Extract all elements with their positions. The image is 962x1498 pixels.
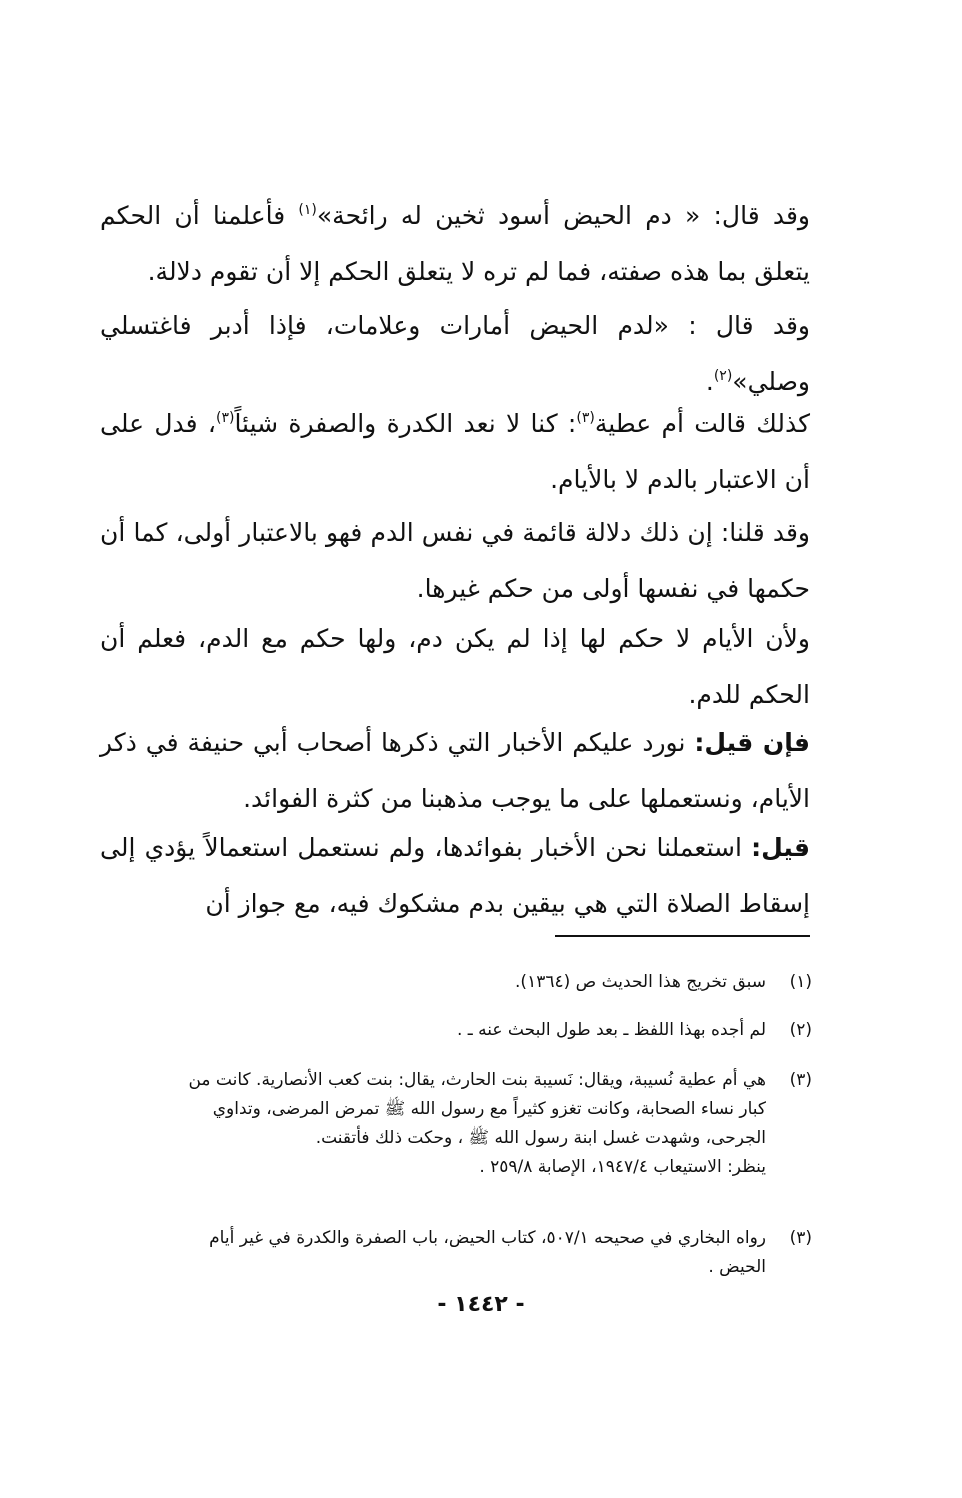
paragraph-6: فإن قيل: نورد عليكم الأخبار التي ذكرها أصحاب أبي حنيفة في ذكر الأيام، ونستعملها على ما يوجب مذهبنا من كثرة الفوائد. — [100, 728, 811, 813]
paragraph-5: ولأن الأيام لا حكم لها إذا لم يكن دم، ولها حكم مع الدم، فعلم أن الحكم للدم. — [100, 624, 810, 709]
footnote-2 — [100, 1016, 812, 1045]
paragraph-7: قيل: استعملنا نحن الأخبار بفوائدها، ولم نستعمل استعمالاً يؤدي إلى إسقاط الصلاة التي هي بيقين بدم مشكوك فيه، مع جواز أن — [100, 833, 810, 918]
page-number: - ١٤٤٢ - — [437, 1292, 525, 1317]
footnote-line: الجرحى، وشهدت غسل ابنة رسول الله ﷺ ، وحكت ذلك فأتقنت. — [315, 1128, 766, 1148]
footnote-1 — [100, 968, 812, 997]
footnote-number: (١) — [789, 972, 812, 992]
paragraph-4: وقد قلنا: إن ذلك دلالة قائمة في نفس الدم فهو بالاعتبار أولى، كما أن حكمها في نفسها أولى من حكم غيرها. — [100, 518, 810, 603]
answer-lead: قيل: — [751, 833, 810, 862]
paragraph-3: كذلك قالت أم عطية$^{(٣)}$: كنا لا نعد الكدرة والصفرة شيئاً$^{(٣)}$، فدل على أن الاعتبار بالدم لا بالأيام. — [100, 409, 811, 494]
footnote-ref-3a: (٣) — [576, 410, 595, 426]
footnote-number: (٣) — [789, 1070, 812, 1090]
footnote-number: (٣) — [789, 1228, 812, 1248]
footnote-ref-3b: (٣) — [215, 410, 235, 426]
question-lead: فإن قيل: — [694, 728, 811, 757]
footnote-line: لم أجده بهذا اللفظ ـ بعد طول البحث عنه ـ . — [456, 1020, 766, 1040]
footnote-line: الحيض . — [708, 1257, 766, 1277]
footnote-separator — [555, 935, 810, 937]
footnote-3 — [100, 1066, 812, 1182]
footnote-ref-2: (٢) — [713, 368, 733, 384]
footnote-line: رواه البخاري في صحيحه ٥٠٧/١، كتاب الحيض، باب الصفرة والكدرة في غير أيام — [209, 1228, 766, 1248]
footnote-line: كبار نساء الصحابة، وكانت تغزو كثيراً مع رسول الله ﷺ تمرض المرضى، وتداوي — [212, 1099, 766, 1119]
footnote-line: ينظر: الاستيعاب ١٩٤٧/٤، الإصابة ٢٥٩/٨ . — [479, 1157, 766, 1177]
footnote-line: هي أم عطية نُسيبة، ويقال: نَسيبة بنت الحارث، يقال: بنت كعب الأنصارية. كانت من — [188, 1070, 766, 1090]
paragraph-2: وقد قال : «لدم الحيض أمارات وعلامات، فإذا أدبر فاغتسلي وصلي»$^{(٢)}$. — [100, 311, 810, 396]
footnote-4 — [100, 1224, 812, 1282]
footnote-number: (٢) — [789, 1020, 812, 1040]
footnote-line: سبق تخريج هذا الحديث ص (١٣٦٤). — [515, 972, 766, 992]
paragraph-1: وقد قال: « دم الحيض أسود ثخين له رائحة»$^{(١)}$ فأعلمنا أن الحكم يتعلق بما هذه صفته، فما لم تره لا يتعلق الحكم إلا أن تقوم دلالة. — [100, 201, 810, 286]
footnote-ref-1: (١) — [298, 202, 317, 218]
